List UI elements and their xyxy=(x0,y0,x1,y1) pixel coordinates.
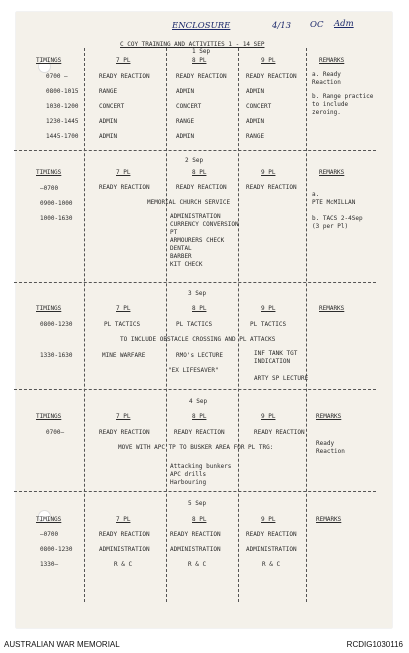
activity-list-item: APC drills xyxy=(170,471,207,478)
activity-cell: R & C xyxy=(114,561,133,568)
header-9pl: 9 PL xyxy=(261,516,276,523)
activity-cell: ADMIN xyxy=(176,133,195,140)
document-title: C COY TRAINING AND ACTIVITIES 1 - 14 SEP xyxy=(120,41,265,48)
activity-list-item: DENTAL xyxy=(170,245,192,252)
header-remarks: REMARKS xyxy=(316,516,342,523)
activity-cell: READY REACTION xyxy=(246,531,297,538)
timing-cell: 0800-1015 xyxy=(46,88,79,95)
timing-cell: 1330-1630 xyxy=(40,352,73,359)
date-label: 4 Sep xyxy=(189,398,208,405)
activity-cell: R & C xyxy=(262,561,281,568)
activity-cell: READY REACTION xyxy=(174,429,225,436)
header-9pl: 9 PL xyxy=(261,169,276,176)
header-8pl: 8 PL xyxy=(192,305,207,312)
activity-cell: RMO's LECTURE xyxy=(176,352,223,359)
remarks-line: a. xyxy=(312,191,320,198)
remarks-line: (3 per Pl) xyxy=(312,223,349,230)
activity-cell: READY REACTION xyxy=(99,531,150,538)
header-7pl: 7 PL xyxy=(116,169,131,176)
activity-cell: ARTY SP LECTURE xyxy=(254,375,309,382)
activity-cell: READY REACTION xyxy=(246,184,297,191)
timing-cell: 1445-1700 xyxy=(46,133,79,140)
activity-cell: ADMINISTRATION xyxy=(246,546,297,553)
timing-cell: 0700 — xyxy=(46,73,68,80)
activity-cell: ADMIN xyxy=(246,88,265,95)
activity-list-item: KIT CHECK xyxy=(170,261,203,268)
activity-cell: READY REACTION xyxy=(176,184,227,191)
day-separator-1 xyxy=(14,150,376,151)
column-divider-8pl xyxy=(238,48,239,602)
header-8pl: 8 PL xyxy=(192,57,207,64)
activity-cell: INDICATION xyxy=(254,358,291,365)
activity-cell: READY REACTION xyxy=(99,73,150,80)
activity-cell: ADMIN xyxy=(246,118,265,125)
activity-cell: PL TACTICS xyxy=(104,321,141,328)
activity-cell: RANGE xyxy=(99,88,118,95)
activity-cell: ADMIN xyxy=(99,118,118,125)
header-timings: TIMINGS xyxy=(36,516,62,523)
activity-cell: ADMIN xyxy=(99,133,118,140)
remarks-line: PTE McMILLAN xyxy=(312,199,356,206)
activity-cell: READY REACTION xyxy=(170,531,221,538)
header-8pl: 8 PL xyxy=(192,516,207,523)
day-separator-2 xyxy=(14,282,376,283)
activity-cell: PL TACTICS xyxy=(250,321,287,328)
activity-cell: RANGE xyxy=(246,133,265,140)
activity-cell: "EX LIFESAVER" xyxy=(168,367,219,374)
timing-cell: 1230-1445 xyxy=(46,118,79,125)
spanning-activity: TO INCLUDE OBSTACLE CROSSING AND PL ATTACKS xyxy=(120,336,276,343)
activity-cell: READY REACTION xyxy=(99,184,150,191)
timing-cell: —0700 xyxy=(40,531,59,538)
date-label: 1 Sep xyxy=(192,48,211,55)
column-divider-7pl xyxy=(166,48,167,602)
activity-cell: R & C xyxy=(188,561,207,568)
column-divider-timings xyxy=(84,48,85,602)
date-label: 2 Sep xyxy=(185,157,204,164)
handwritten-oc: OC xyxy=(310,20,324,30)
header-timings: TIMINGS xyxy=(36,413,62,420)
activity-list-item: ARMOURERS CHECK xyxy=(170,237,225,244)
remarks-line: zeroing. xyxy=(312,109,341,116)
remarks-line: b. Range practice xyxy=(312,93,374,100)
activity-cell: PL TACTICS xyxy=(176,321,213,328)
activity-cell: MINE WARFARE xyxy=(102,352,146,359)
activity-cell: CONCERT xyxy=(176,103,202,110)
header-remarks: REMARKS xyxy=(319,169,345,176)
remarks-line: Reaction xyxy=(316,448,345,455)
timing-cell: 0800-1230 xyxy=(40,321,73,328)
timing-cell: 0800-1230 xyxy=(40,546,73,553)
activity-cell: RANGE xyxy=(176,118,195,125)
remarks-line: a. Ready xyxy=(312,71,341,78)
day-separator-4 xyxy=(14,491,376,492)
header-9pl: 9 PL xyxy=(261,57,276,64)
column-divider-9pl xyxy=(306,48,307,602)
activity-list-item: BARBER xyxy=(170,253,192,260)
timing-cell: 1030-1200 xyxy=(46,103,79,110)
timing-cell: —0700 xyxy=(40,185,59,192)
activity-cell: READY REACTION xyxy=(99,429,150,436)
timing-cell: 0900-1000 xyxy=(40,200,73,207)
header-8pl: 8 PL xyxy=(192,413,207,420)
header-7pl: 7 PL xyxy=(116,57,131,64)
header-9pl: 9 PL xyxy=(261,305,276,312)
activity-cell: ADMINISTRATION xyxy=(170,546,221,553)
activity-list-item: Harbouring xyxy=(170,479,207,486)
header-remarks: REMARKS xyxy=(319,57,345,64)
document-page xyxy=(16,12,392,628)
activity-cell: READY REACTION xyxy=(246,73,297,80)
timing-cell: 1330— xyxy=(40,561,59,568)
header-9pl: 9 PL xyxy=(261,413,276,420)
footer-catalogue-id: RCDIG1030116 xyxy=(346,640,403,649)
activity-cell: ADMIN xyxy=(176,88,195,95)
activity-list-item: Attacking bunkers xyxy=(170,463,232,470)
activity-cell: READY REACTION xyxy=(254,429,305,436)
remarks-line: b. TACS 2-4Sep xyxy=(312,215,363,222)
handwritten-enclosure-number: 4/13 xyxy=(272,21,292,31)
header-timings: TIMINGS xyxy=(36,305,62,312)
remarks-line: Reaction xyxy=(312,79,341,86)
spanning-activity: MOVE WITH APC TP TO BUSKER AREA FOR PL TRG: xyxy=(118,444,274,451)
remarks-line: Ready xyxy=(316,440,335,447)
header-7pl: 7 PL xyxy=(116,516,131,523)
header-8pl: 8 PL xyxy=(192,169,207,176)
header-remarks: REMARKS xyxy=(319,305,345,312)
activity-cell: INF TANK TGT xyxy=(254,350,298,357)
timing-cell: 0700— xyxy=(46,429,65,436)
activity-cell: CONCERT xyxy=(246,103,272,110)
activity-cell: ADMINISTRATION xyxy=(99,546,150,553)
header-remarks: REMARKS xyxy=(316,413,342,420)
date-label: 5 Sep xyxy=(188,500,207,507)
header-7pl: 7 PL xyxy=(116,305,131,312)
activity-list-item: ADMINISTRATION xyxy=(170,213,221,220)
header-7pl: 7 PL xyxy=(116,413,131,420)
remarks-line: to include xyxy=(312,101,349,108)
activity-cell: READY REACTION xyxy=(176,73,227,80)
activity-cell: CONCERT xyxy=(99,103,125,110)
day-separator-3 xyxy=(14,389,376,390)
header-timings: TIMINGS xyxy=(36,169,62,176)
handwritten-adm: Adm xyxy=(334,19,354,29)
activity-list-item: CURRENCY CONVERSION xyxy=(170,221,239,228)
footer-source-label: AUSTRALIAN WAR MEMORIAL xyxy=(4,640,120,649)
spanning-activity: MEMORIAL CHURCH SERVICE xyxy=(147,199,231,206)
date-label: 3 Sep xyxy=(188,290,207,297)
header-timings: TIMINGS xyxy=(36,57,62,64)
activity-list-item: PT xyxy=(170,229,178,236)
timing-cell: 1000-1630 xyxy=(40,215,73,222)
handwritten-enclosure: ENCLOSURE xyxy=(172,21,231,31)
